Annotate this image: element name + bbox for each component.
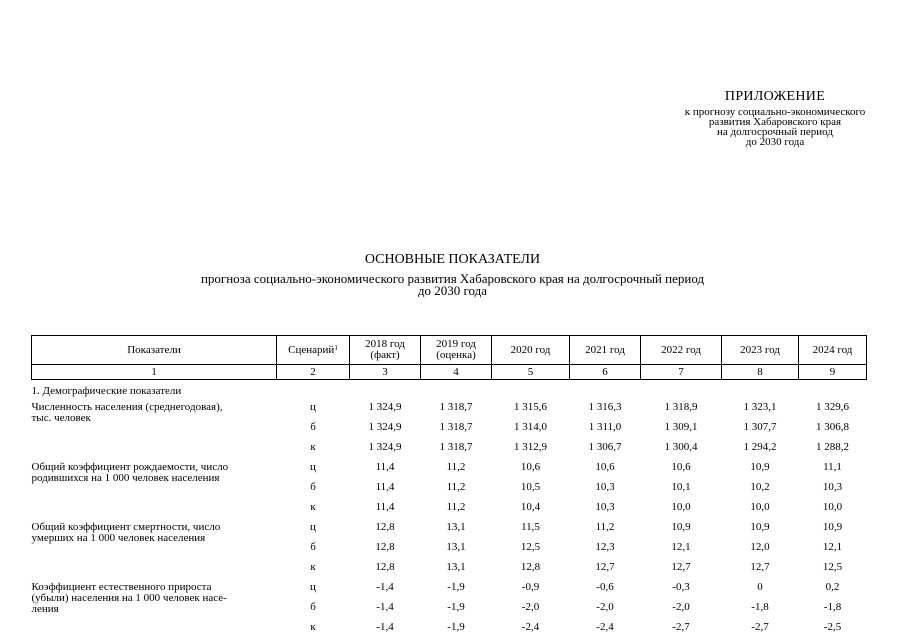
value-cell: 0,2 xyxy=(825,581,840,593)
value-cell: 10,3 xyxy=(595,481,615,493)
value-cell: 10,9 xyxy=(822,521,843,533)
value-cell: 1 315,6 xyxy=(514,401,547,413)
scenario-cell: б xyxy=(310,421,316,433)
appendix-title: ПРИЛОЖЕНИЕ xyxy=(724,89,826,104)
value-cell: 12,5 xyxy=(520,541,541,553)
scenario-cell: ц xyxy=(310,461,316,473)
value-cell: 12,8 xyxy=(375,521,395,533)
appendix-block xyxy=(640,89,905,147)
value-cell: 1 318,7 xyxy=(439,421,473,433)
value-cell: -2,4 xyxy=(521,621,540,633)
value-cell: 10,9 xyxy=(750,521,770,533)
header-year-2021: 2021 год xyxy=(570,336,641,365)
table-row xyxy=(32,459,867,479)
value-cell: -1,9 xyxy=(447,621,465,633)
value-cell: 1 318,7 xyxy=(439,441,473,453)
column-number: 5 xyxy=(492,365,570,380)
column-number: 7 xyxy=(641,365,722,380)
value-cell: 10,0 xyxy=(822,501,843,513)
appendix-line: на долгосрочный период xyxy=(717,126,833,138)
value-cell: 1 294,2 xyxy=(743,441,777,453)
value-cell: -1,8 xyxy=(751,601,769,613)
value-cell: 10,2 xyxy=(750,481,770,493)
value-cell: 1 324,9 xyxy=(368,441,402,453)
value-cell: 12,7 xyxy=(750,561,770,573)
value-cell: 13,1 xyxy=(446,561,466,573)
subtitle-line: прогноза социально-экономического развития Хабаровского края на долгосрочный период xyxy=(200,271,705,286)
value-cell: 11,1 xyxy=(823,461,842,473)
value-cell: -1,9 xyxy=(447,581,465,593)
value-cell: 12,8 xyxy=(520,561,541,573)
subtitle-line: до 2030 года xyxy=(417,283,488,298)
value-cell: 10,3 xyxy=(595,501,615,513)
value-cell: 12,7 xyxy=(671,561,691,573)
document-title: ОСНОВНЫЕ ПОКАЗАТЕЛИ xyxy=(364,252,541,267)
value-cell: 12,7 xyxy=(595,561,615,573)
value-cell: 1 306,8 xyxy=(816,421,849,433)
value-cell: 10,6 xyxy=(595,461,615,473)
indicators-table xyxy=(31,335,867,639)
value-cell: 10,9 xyxy=(671,521,691,533)
value-cell: 1 329,6 xyxy=(816,401,849,413)
value-cell: -1,4 xyxy=(376,601,394,613)
value-cell: 1 311,0 xyxy=(588,421,622,433)
value-cell: 1 316,3 xyxy=(588,401,622,413)
value-cell: 1 312,9 xyxy=(514,441,547,453)
scenario-cell: к xyxy=(310,621,316,633)
column-number: 4 xyxy=(421,365,492,380)
column-number: 1 xyxy=(32,365,277,380)
header-year-2018: 2018 год (факт) xyxy=(350,336,421,365)
value-cell: -1,8 xyxy=(823,601,842,613)
column-number-row xyxy=(32,365,867,380)
indicator-name: Общий коэффициент рождаемости, число родившихся на 1 000 человек населения xyxy=(31,461,229,484)
column-number: 6 xyxy=(570,365,641,380)
scenario-cell: б xyxy=(310,481,316,493)
value-cell: 13,1 xyxy=(446,521,466,533)
section-row xyxy=(32,380,867,400)
value-cell: -2,7 xyxy=(672,621,690,633)
value-cell: 1 306,7 xyxy=(588,441,622,453)
value-cell: 11,4 xyxy=(375,461,395,473)
scenario-cell: ц xyxy=(310,521,316,533)
value-cell: 10,0 xyxy=(671,501,691,513)
value-cell: 0 xyxy=(757,581,763,593)
value-cell: 11,2 xyxy=(446,481,466,493)
indicator-name: Общий коэффициент смертности, число умерших на 1 000 человек населения xyxy=(31,521,221,544)
value-cell: 12,1 xyxy=(822,541,843,553)
indicator-name: Коэффициент естественного прироста (убыли) населения на 1 000 человек насе- ления xyxy=(31,581,227,615)
scenario-cell: ц xyxy=(310,401,316,413)
value-cell: -0,3 xyxy=(672,581,690,593)
value-cell: -0,6 xyxy=(596,581,614,593)
value-cell: 12,0 xyxy=(750,541,770,553)
value-cell: -1,4 xyxy=(376,621,394,633)
value-cell: 10,9 xyxy=(750,461,770,473)
scenario-footnote-marker: 1 xyxy=(334,343,338,352)
value-cell: 12,8 xyxy=(375,561,395,573)
header-scenario: Сценарий$^1$ xyxy=(277,336,350,365)
value-cell: 1 318,7 xyxy=(439,401,473,413)
header-indicator: Показатели xyxy=(32,336,277,365)
value-cell: 10,6 xyxy=(671,461,691,473)
value-cell: 11,4 xyxy=(375,501,395,513)
document-subtitle xyxy=(0,273,905,297)
value-cell: -1,4 xyxy=(376,581,394,593)
value-cell: -2,5 xyxy=(823,621,842,633)
value-cell: -2,0 xyxy=(596,601,614,613)
value-cell: 12,8 xyxy=(375,541,395,553)
value-cell: 10,1 xyxy=(671,481,691,493)
header-year-2024: 2024 год xyxy=(799,336,867,365)
value-cell: 12,3 xyxy=(595,541,615,553)
scenario-cell: б xyxy=(310,541,316,553)
value-cell: 10,3 xyxy=(822,481,843,493)
value-cell: 12,5 xyxy=(822,561,843,573)
column-number: 9 xyxy=(799,365,867,380)
value-cell: -2,4 xyxy=(596,621,614,633)
scenario-cell: к xyxy=(310,501,316,513)
column-number: 2 xyxy=(277,365,350,380)
value-cell: 11,2 xyxy=(595,521,615,533)
table-row xyxy=(32,399,867,419)
header-year-2020: 2020 год xyxy=(492,336,570,365)
value-cell: -2,7 xyxy=(751,621,769,633)
value-cell: 12,1 xyxy=(671,541,691,553)
value-cell: 1 324,9 xyxy=(368,401,402,413)
value-cell: -2,0 xyxy=(521,601,540,613)
appendix-line: развития Хабаровского края xyxy=(708,116,842,128)
value-cell: 13,1 xyxy=(446,541,466,553)
scenario-cell: б xyxy=(310,601,316,613)
header-year-2023: 2023 год xyxy=(722,336,799,365)
value-cell: 10,6 xyxy=(520,461,541,473)
value-cell: -1,9 xyxy=(447,601,465,613)
value-cell: 1 318,9 xyxy=(664,401,698,413)
value-cell: 1 309,1 xyxy=(664,421,698,433)
appendix-line: к прогнозу социально-экономического xyxy=(684,106,866,118)
scenario-cell: к xyxy=(310,561,316,573)
value-cell: 10,5 xyxy=(520,481,541,493)
appendix-line: до 2030 года xyxy=(745,136,805,148)
value-cell: 11,2 xyxy=(446,461,466,473)
value-cell: 11,4 xyxy=(375,481,395,493)
value-cell: 1 300,4 xyxy=(664,441,698,453)
scenario-cell: к xyxy=(310,441,316,453)
value-cell: 11,5 xyxy=(521,521,540,533)
indicator-name: Численность населения (среднегодовая), тыс. человек xyxy=(31,401,223,424)
value-cell: 10,0 xyxy=(750,501,770,513)
value-cell: 10,4 xyxy=(520,501,541,513)
value-cell: 1 323,1 xyxy=(743,401,777,413)
table-row xyxy=(32,579,867,599)
value-cell: -2,0 xyxy=(672,601,690,613)
value-cell: 1 288,2 xyxy=(816,441,849,453)
column-number: 3 xyxy=(350,365,421,380)
value-cell: 1 307,7 xyxy=(743,421,777,433)
header-year-2019: 2019 год (оценка) xyxy=(421,336,492,365)
header-year-2022: 2022 год xyxy=(641,336,722,365)
column-number: 8 xyxy=(722,365,799,380)
value-cell: 1 324,9 xyxy=(368,421,402,433)
value-cell: 1 314,0 xyxy=(514,421,547,433)
document-heading xyxy=(0,252,905,297)
table-row xyxy=(32,519,867,539)
scenario-cell: ц xyxy=(310,581,316,593)
header-row xyxy=(32,336,867,365)
value-cell: 11,2 xyxy=(446,501,466,513)
value-cell: -0,9 xyxy=(521,581,540,593)
section-title: 1. Демографические показатели xyxy=(31,385,182,397)
